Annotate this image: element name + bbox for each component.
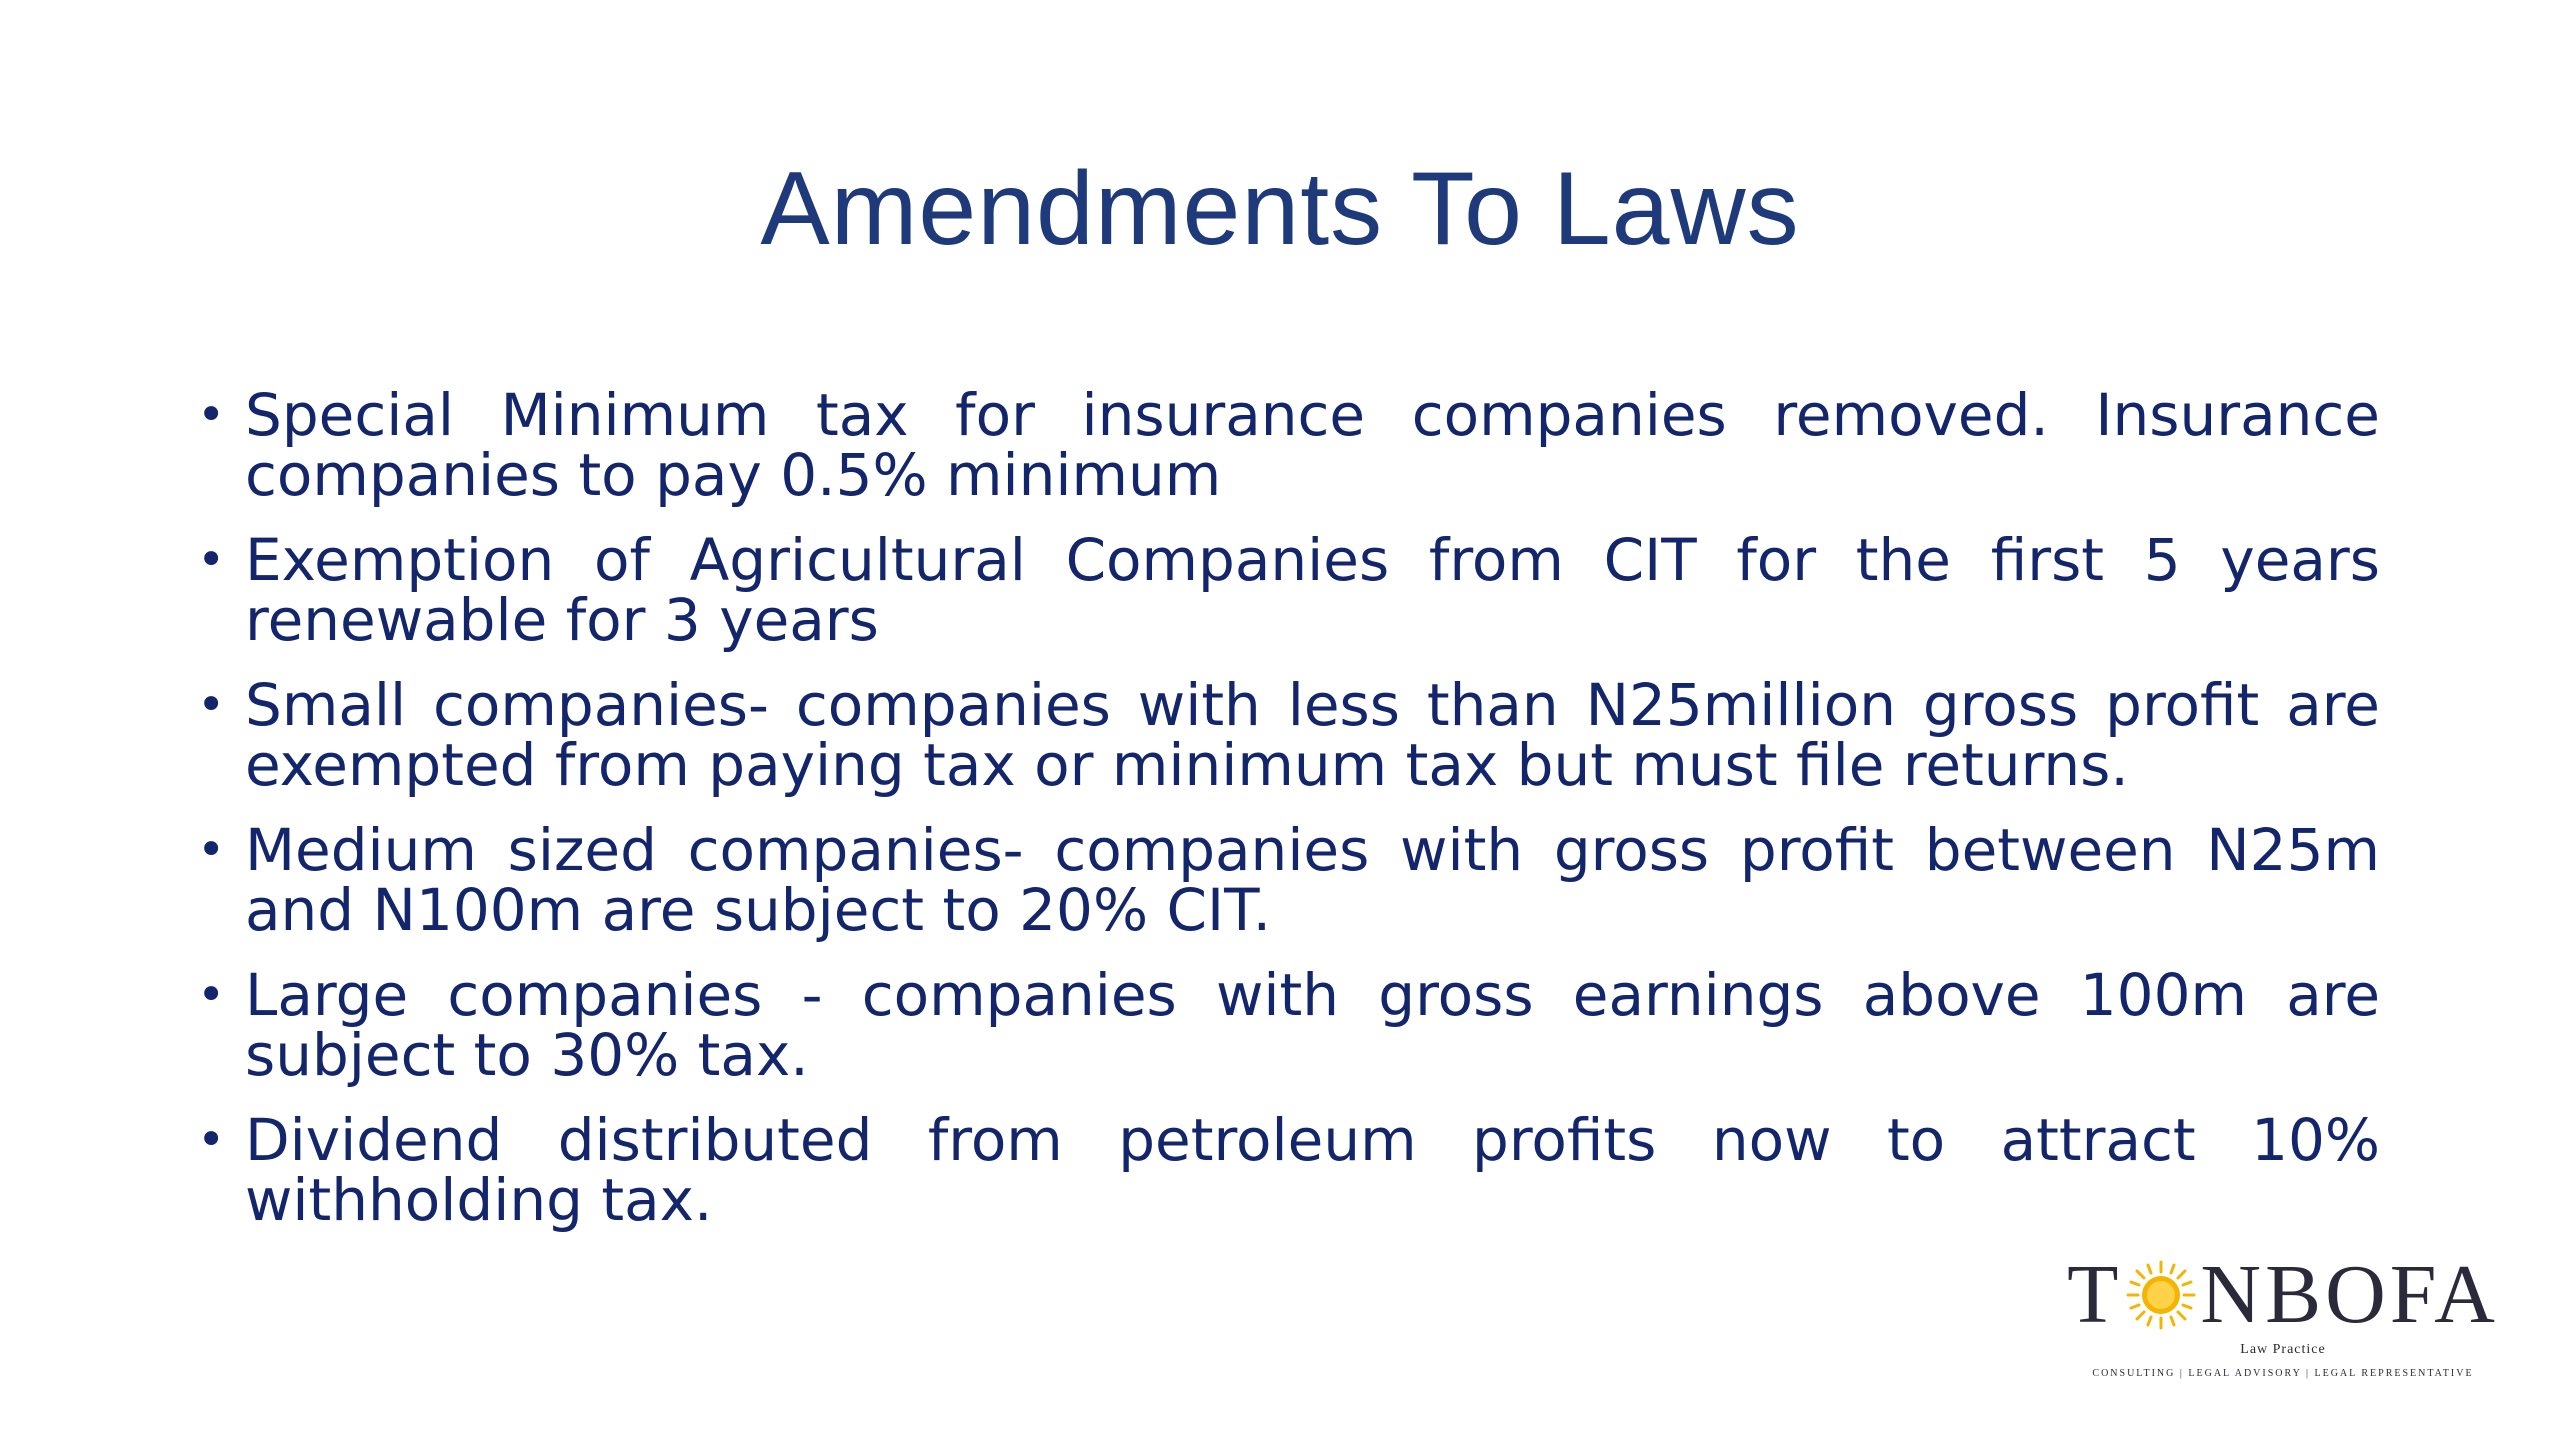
slide-title: Amendments To Laws [760, 151, 1800, 267]
logo-letter-t: T [2067, 1248, 2123, 1341]
bullet-dot-icon: • [197, 822, 226, 878]
bullet-text: Medium sized companies- companies with gross profit between N25m and N100m are subject to 20% CIT. [245, 816, 2380, 944]
bullet-dot-icon: • [197, 967, 226, 1023]
bullet-item [185, 1106, 2380, 1234]
bullet-dot-icon: • [197, 677, 226, 733]
bullet-item [185, 526, 2380, 654]
bullet-item [185, 816, 2380, 944]
bullet-dot-icon: • [197, 532, 226, 588]
bullet-item [185, 671, 2380, 799]
bullet-text: Special Minimum tax for insurance companies removed. Insurance companies to pay 0.5% minimum [245, 381, 2380, 509]
logo-tagline: CONSULTING | LEGAL ADVISORY | LEGAL REPRESENTATIVE [2092, 1368, 2474, 1379]
bullet-text: Large companies - companies with gross earnings above 100m are subject to 30% tax. [245, 961, 2380, 1089]
bullet-item [185, 961, 2380, 1089]
bullet-dot-icon: • [197, 387, 226, 443]
logo-subtitle: Law Practice [2240, 1342, 2326, 1357]
bullet-text: Small companies- companies with less than N25million gross profit are exempted from paying tax or minimum tax but must file returns. [245, 671, 2380, 799]
logo-letters-rest: NBOFA [2200, 1248, 2499, 1341]
tonbofa-logo [2048, 1250, 2518, 1380]
bullet-list [185, 381, 2380, 1255]
bullet-text: Dividend distributed from petroleum profits now to attract 10% withholding tax. [245, 1106, 2380, 1234]
sun-icon [2126, 1260, 2196, 1330]
bullet-item [185, 381, 2380, 509]
bullet-text: Exemption of Agricultural Companies from CIT for the first 5 years renewable for 3 years [245, 526, 2380, 654]
bullet-dot-icon: • [197, 1112, 226, 1168]
logo-wordmark [2048, 1250, 2518, 1340]
